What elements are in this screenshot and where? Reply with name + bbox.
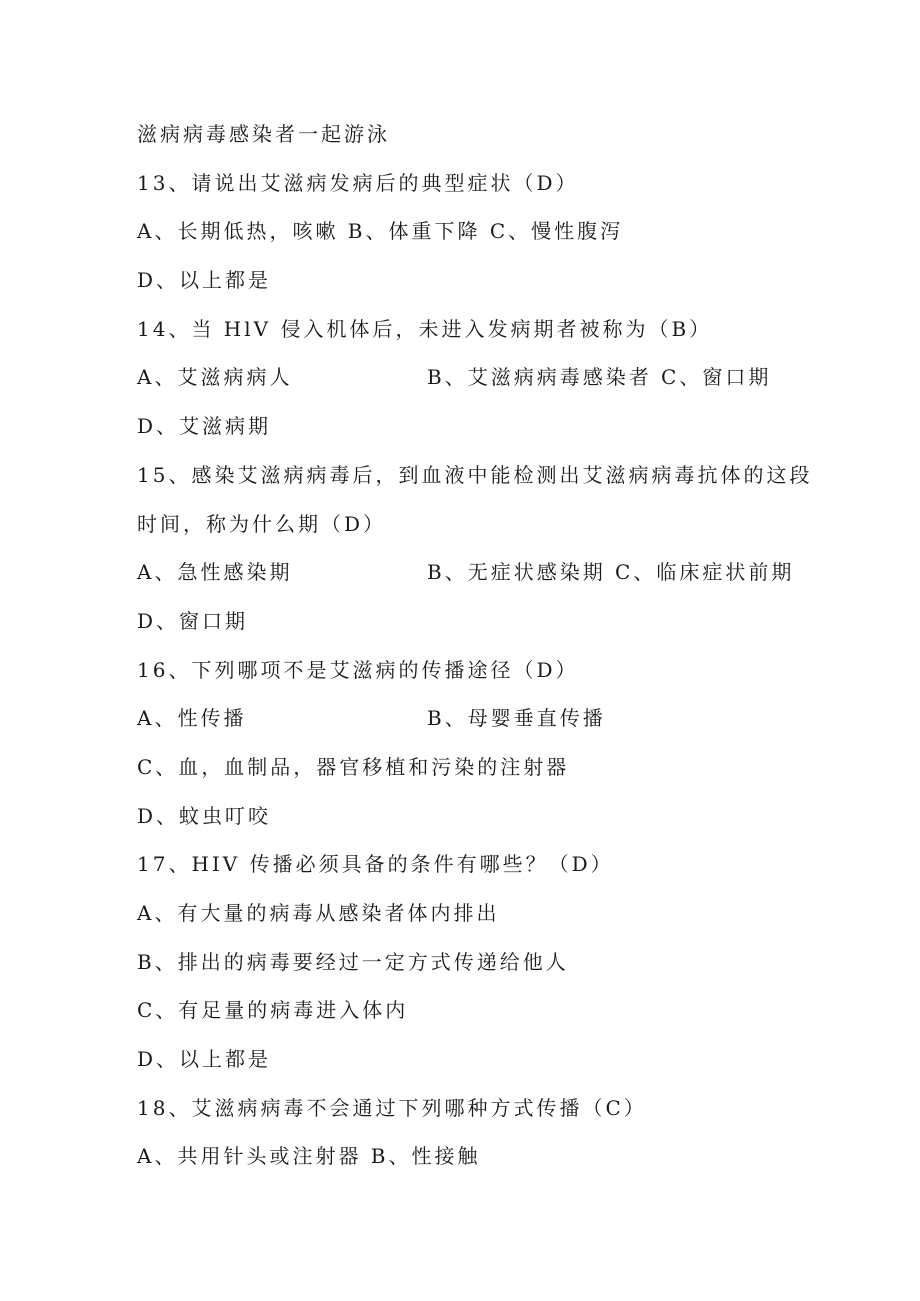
- option-a: A、性传播: [137, 706, 247, 731]
- question-17: 17、HIV 传播必须具备的条件有哪些？（D）: [137, 852, 614, 877]
- answer-options: [137, 548, 817, 597]
- answer-option: D、窗口期: [137, 608, 249, 633]
- answer-option: C、有足量的病毒进入体内: [137, 998, 409, 1023]
- answer-options: A、长期低热，咳嗽 B、体重下降 C、慢性腹泻: [137, 219, 624, 244]
- question-18: 18、艾滋病病毒不会通过下列哪种方式传播（C）: [137, 1095, 647, 1120]
- answer-option: B、排出的病毒要经过一定方式传递给他人: [137, 949, 569, 974]
- document-body: [137, 110, 817, 1181]
- option-a: A、艾滋病病人: [137, 365, 293, 390]
- answer-option: C、血，血制品，器官移植和污染的注射器: [137, 754, 570, 779]
- answer-option: D、以上都是: [137, 1047, 272, 1072]
- question-16: 16、下列哪项不是艾滋病的传播途径（D）: [137, 657, 579, 682]
- answer-option: D、艾滋病期: [137, 414, 272, 439]
- answer-options: [137, 694, 817, 743]
- answer-options: [137, 353, 817, 402]
- question-13: 13、请说出艾滋病发病后的典型症状（D）: [137, 170, 579, 195]
- question-15-continued: 时间，称为什么期（D）: [137, 511, 387, 536]
- answer-option: D、以上都是: [137, 268, 272, 293]
- option-a: A、急性感染期: [137, 560, 293, 585]
- answer-option: D、蚊虫叮咬: [137, 803, 272, 828]
- question-15: 15、感染艾滋病病毒后，到血液中能检测出艾滋病病毒抗体的这段: [137, 462, 813, 487]
- answer-option: A、有大量的病毒从感染者体内排出: [137, 901, 500, 925]
- option-b: B、艾滋病病毒感染者 C、窗口期: [427, 365, 772, 390]
- text-line: 滋病病毒感染者一起游泳: [137, 122, 390, 146]
- question-14: 14、当 HlV 侵入机体后，未进入发病期者被称为（B）: [137, 316, 713, 341]
- option-b: B、母婴垂直传播: [427, 706, 606, 731]
- answer-options: A、共用针头或注射器 B、性接触: [137, 1144, 481, 1169]
- option-b: B、无症状感染期 C、临床症状前期: [427, 560, 795, 585]
